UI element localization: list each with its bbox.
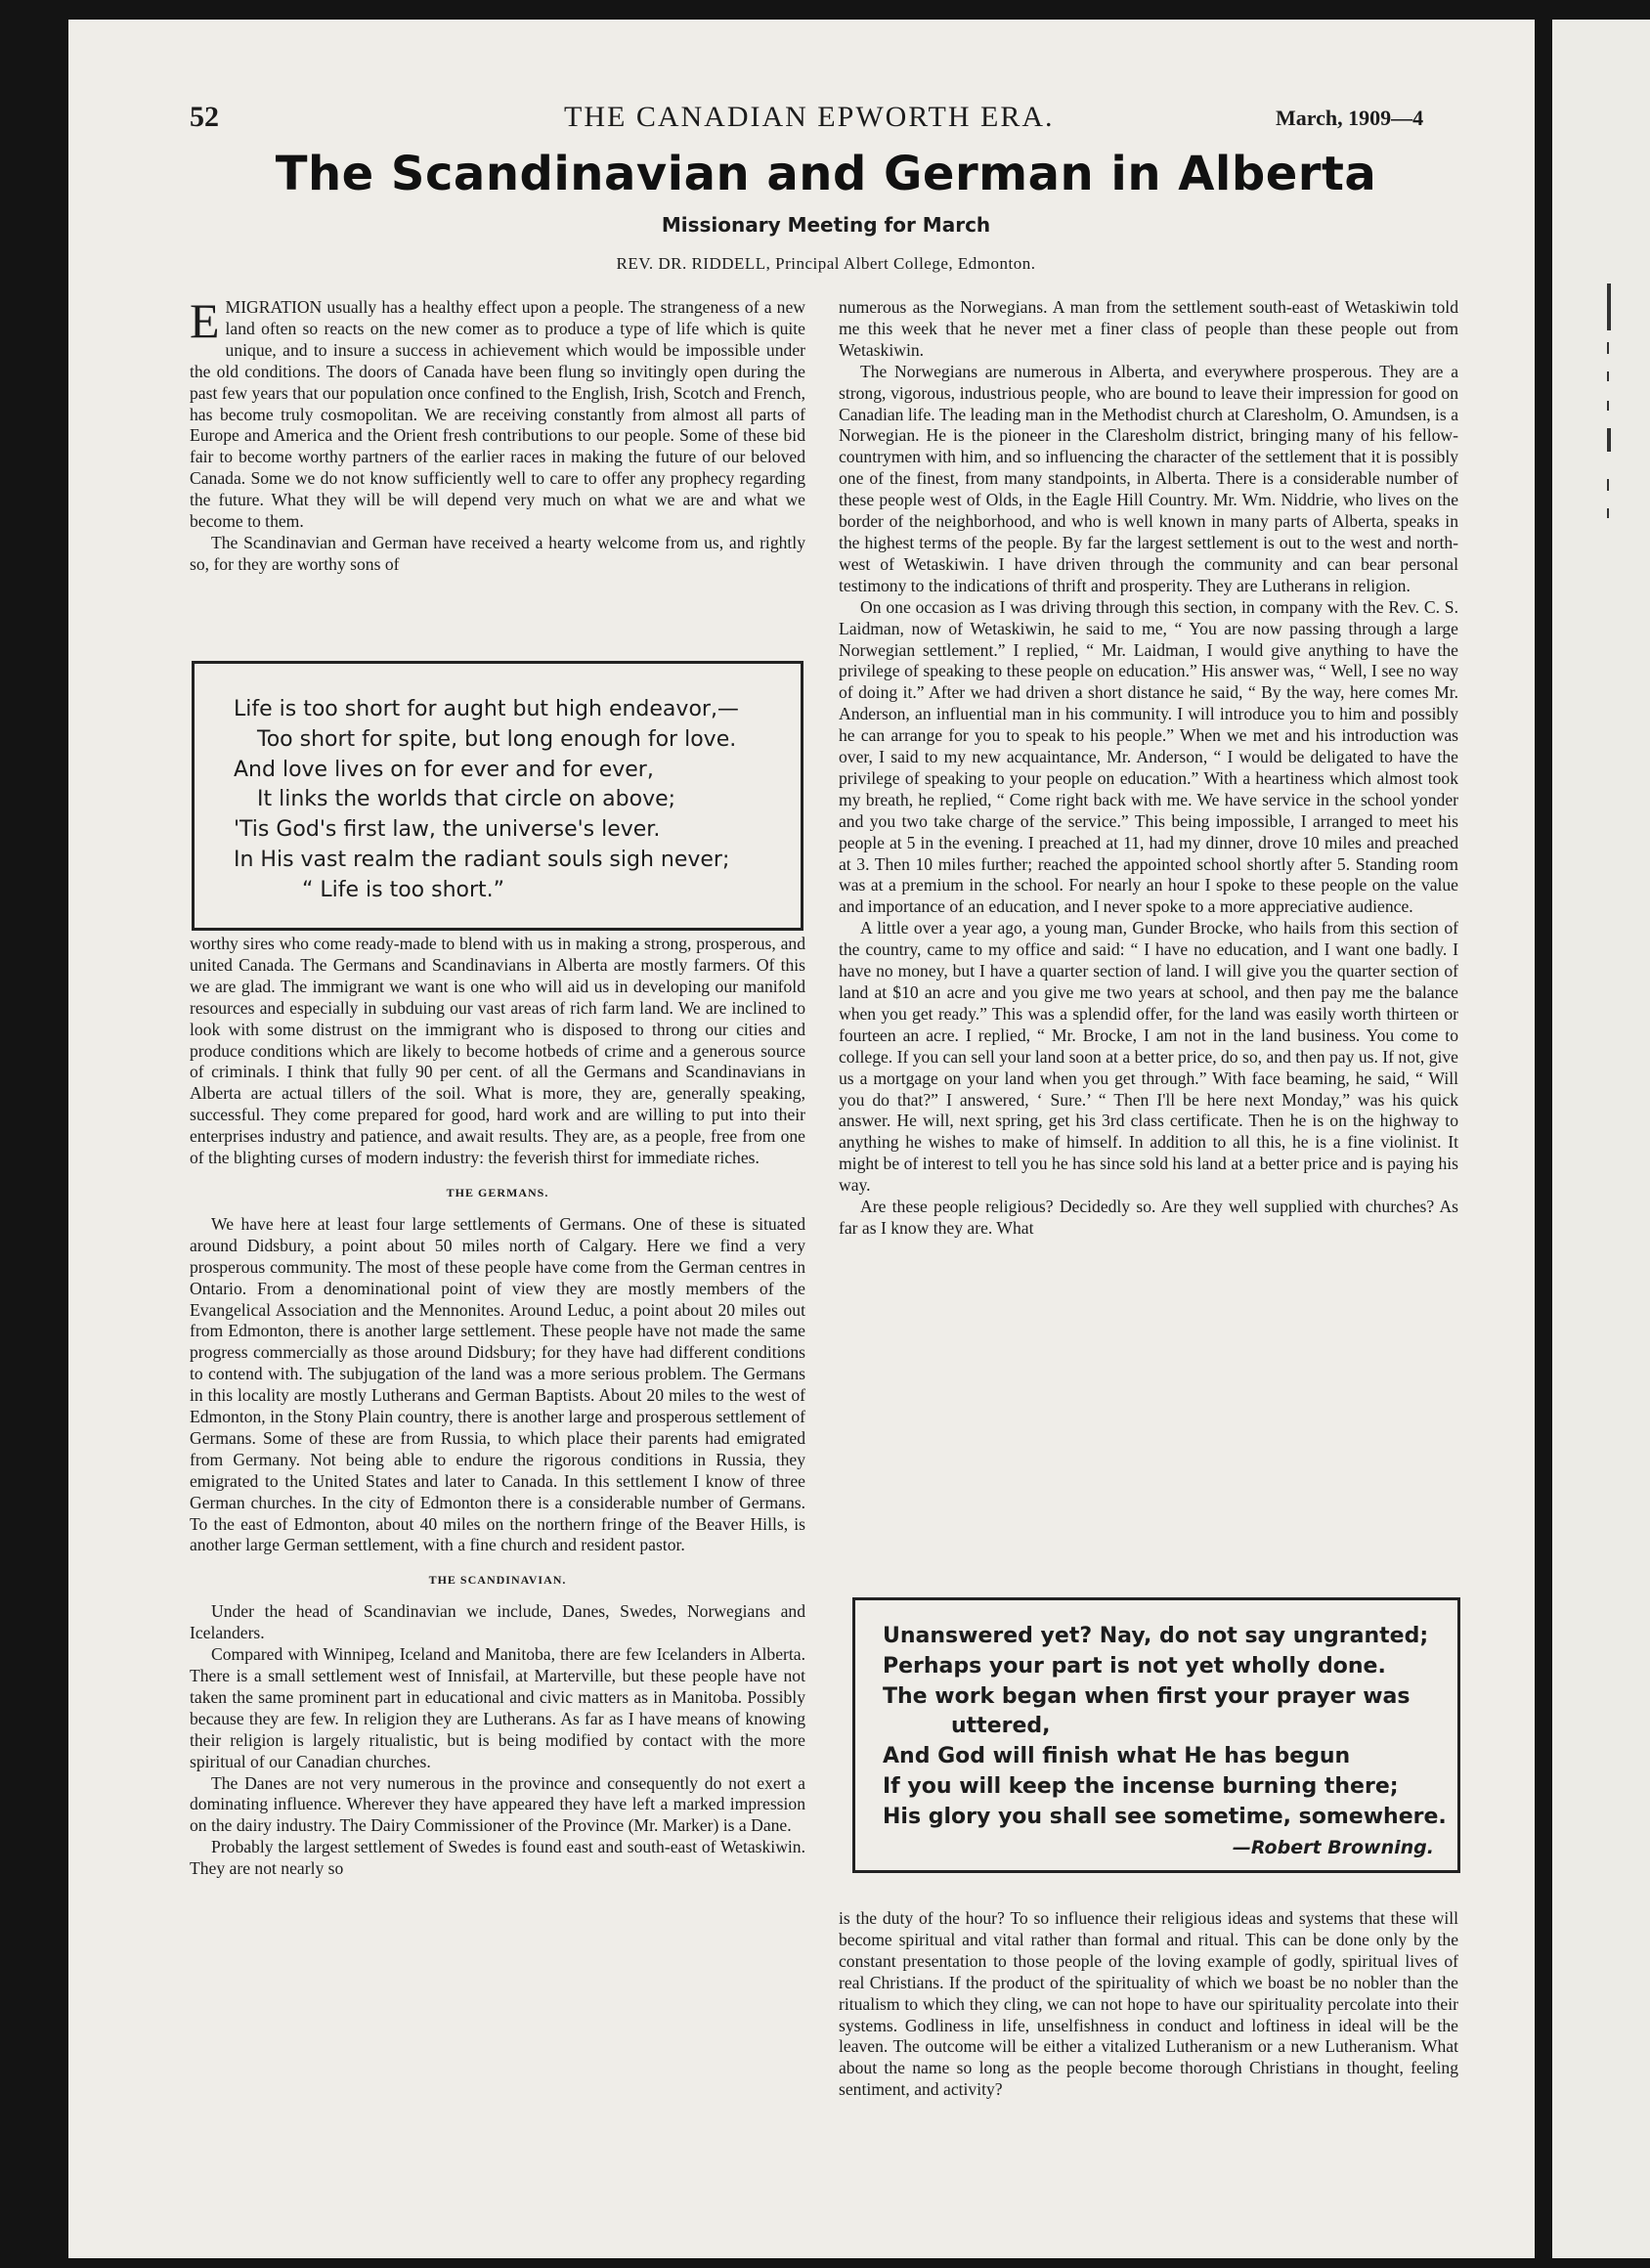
- poem-line: His glory you shall see sometime, somewhere.: [883, 1804, 1447, 1829]
- poem-line: Perhaps your part is not yet wholly done.: [883, 1653, 1386, 1679]
- poem-line: The work began when first your prayer was: [883, 1683, 1411, 1709]
- poem-attribution: —Robert Browning.: [1232, 1836, 1434, 1858]
- adjacent-page-mark: [1607, 479, 1609, 491]
- poem-line: If you will keep the incense burning there;: [883, 1773, 1399, 1799]
- paragraph: is the duty of the hour? To so influence their religious ideas and systems that these will become spiritual and vital rather than formal and ritual. This can be done only by the constant presentation to those people of the loving example of godly, spiritual lives of real Christians. If the product of the spirituality of which we boast be no nobler than the ritualism to which they cling, we can not hope to have our spirituality percolate into their systems. Godliness in life, unselfishness in conduct and loftiness in ideal will be the leaven. The outcome will be either a vitalized Lutheranism or a new Lutheranism. What about the name so long as the people become thorough Christians in thought, feeling sentiment, and activity?: [839, 1908, 1458, 2100]
- column-left-bottom: [190, 934, 805, 1880]
- adjacent-page-edge: [1552, 20, 1650, 2258]
- adjacent-page-mark: [1607, 371, 1609, 381]
- poem-line: 'Tis God's first law, the universe's lever.: [234, 817, 661, 843]
- paragraph: The Danes are not very numerous in the province and consequently do not exert a dominating influence. Wherever they have appeared they have left a marked impression on the dairy industry. The Dairy Commissioner of the Province (Mr. Marker) is a Dane.: [190, 1772, 805, 1836]
- publication-title: THE CANADIAN EPWORTH ERA.: [564, 101, 1055, 133]
- adjacent-page-mark: [1607, 508, 1609, 518]
- paragraph: Compared with Winnipeg, Iceland and Manitoba, there are few Icelanders in Alberta. There is a small settlement west of Innisfail, at Marterville, but these people have not taken the same prominent part in educational and civic matters as in Manitoba. Possibly because they are few. In religion they are Lutherans. As far as I have means of knowing their religion is largely ritualistic, but is being modified by contact with the more spiritual of our Canadian churches.: [190, 1644, 805, 1771]
- poem-line: Unanswered yet? Nay, do not say ungranted;: [883, 1624, 1429, 1648]
- poem-line: “ Life is too short.”: [302, 877, 505, 902]
- poem-line: It links the worlds that circle on above;: [257, 787, 676, 812]
- paragraph: [190, 293, 805, 533]
- adjacent-page-mark: [1607, 401, 1609, 411]
- issue-date: March, 1909—4: [1276, 106, 1424, 130]
- drop-cap: E: [190, 293, 220, 348]
- paragraph: Are these people religious? Decidedly so. Are they well supplied with churches? As far as I know they are. What: [839, 1197, 1458, 1238]
- poem-text: [855, 1600, 1457, 1862]
- adjacent-page-mark: [1607, 428, 1611, 452]
- page-number: 52: [190, 101, 219, 133]
- paragraph: Under the head of Scandinavian we include, Danes, Swedes, Norwegians and Icelanders.: [190, 1601, 805, 1643]
- paragraph: worthy sires who come ready-made to blend with us in making a strong, prosperous, and united Canada. The Germans and Scandinavians in Alberta are mostly farmers. Of this we are glad. The immigrant we want is one who will aid us in developing our manifold resources and especially in subduing our vast areas of rich farm land. We are inclined to look with some distrust on the immigrant who is disposed to throng our cities and produce conditions which are likely to become hotbeds of crime and a generous source of criminals. I think that fully 90 per cent. of all the Germans and Scandinavians in Alberta are actual tillers of the soil. What is more, they are, generally speaking, successful. They come prepared for good, hard work and are willing to put into their enterprises industry and patience, and await results. They are, as a people, free from one of the blighting curses of modern industry: the feverish thirst for immediate riches.: [190, 934, 805, 1168]
- section-heading-scandinavian: THE SCANDINAVIAN.: [428, 1573, 567, 1588]
- column-right-bottom: [839, 1908, 1458, 2101]
- column-right-top: [839, 297, 1458, 1240]
- adjacent-page-mark: [1607, 342, 1609, 354]
- poem-line: Too short for spite, but long enough for love.: [257, 726, 737, 752]
- paragraph: Probably the largest settlement of Swedes is found east and south-east of Wetaskiwin. They are not nearly so: [190, 1837, 805, 1879]
- poem-line: Life is too short for aught but high endeavor,—: [234, 697, 739, 721]
- poem-line: And God will finish what He has begun: [883, 1744, 1351, 1769]
- poem-line: uttered,: [951, 1714, 1051, 1739]
- section-heading-germans: THE GERMANS.: [446, 1185, 549, 1199]
- paragraph-text: MIGRATION usually has a healthy effect upon a people. The strangeness of a new land often so reacts on the new comer as to produce a type of life which is quite unique, and to insure a success in achievement which would be impossible under the old conditions. The doors of Canada have been flung so invitingly open during the past few years that our population once confined to the English, Irish, Scotch and French, has become truly cosmopolitan. We are receiving constantly from almost all parts of Europe and America and the Orient fresh contributions to our people. Some of these bid fair to become worthy partners of the earlier races in making the future of our beloved Canada. Some we do not know sufficiently well to care to offer any prophecy regarding the future. What they will be will depend very much on what we are and what we become to them.: [190, 297, 805, 532]
- paragraph: numerous as the Norwegians. A man from the settlement south-east of Wetaskiwin told me this week that he never met a finer class of people than these people out from Wetaskiwin.: [839, 297, 1458, 360]
- paragraph: The Norwegians are numerous in Alberta, and everywhere prosperous. They are a strong, vigorous, industrious people, who are bound to leave their impression for good on Canadian life. The leading man in the Methodist church at Claresholm, O. Amundsen, is a Norwegian. He is the pioneer in the Claresholm district, bringing many of his fellow-countrymen with him, and so influencing the character of the settlement that it is possibly one of the finest, from many standpoints, in Alberta. There is a considerable number of these people west of Olds, in the Eagle Hill Country. Mr. Wm. Niddrie, who lives on the border of the neighborhood, and who is well known in many parts of Alberta, speaks in the highest terms of the people. By far the largest settlement is out to the west and north-west of Wetaskiwin. I have driven through the community and can bear personal testimony to the indications of thrift and prosperity. They are Lutherans in religion.: [839, 361, 1458, 595]
- paragraph: The Scandinavian and German have received a hearty welcome from us, and rightly so, for they are worthy sons of: [190, 532, 805, 574]
- paragraph: On one occasion as I was driving through this section, in company with the Rev. C. S. Laidman, now of Wetaskiwin, he said to me, “ You are now passing through a large Norwegian settlement.” I replied, “ Mr. Laidman, I would give anything to have the privilege of speaking to these people on education.” His answer was, “ Well, I see no way of doing it.” After we had driven a short distance he said, “ By the way, here comes Mr. Anderson, an influential man in his community. I will introduce you to him and possibly he can arrange for you to speak to his people.” When we met and his introduction was over, I said to my new acquaintance, Mr. Anderson, “ I would be deligated to have the privilege of speaking to your people on education.” With a heartiness which almost took my breath, he replied, “ Come right back with me. We have service in the school yonder and you two take charge of the service.” This being impossible, I arranged to meet his people at 5 in the evening. I preached at 11, had my dinner, drove 10 miles and preached at 3. Then 10 miles further; reached the appointed school shortly after 5. Standing room was at a premium in the school. For nearly an hour I spoke to these people on the value and importance of an education, and I never spoke to a more appreciative audience.: [839, 596, 1458, 917]
- paragraph: A little over a year ago, a young man, Gunder Brocke, who hails from this section of the country, came to my office and said: “ I have no education, and I want one badly. I have no money, but I have a quarter section of land. I will give you the quarter section of land at $10 an acre and you give me two years at school, and then pay me the balance when you get ready.” This was a splendid offer, for the land was easily worth thirteen or fourteen an acre. I replied, “ Mr. Brocke, I am not in the land business. You come to college. If you can sell your land soon at a better price, do so, and then pay us. If not, give us a mortgage on your land when you get through.” With face beaming, he said, “ Will you do that?” I answered, ‘ Sure.’ “ Then I'll be here next Monday,” was his quick answer. He will, next spring, get his 3rd class certificate. Then he is on the highway to anything he wishes to make of himself. In addition to all this, he is a fine violinist. It might be of interest to tell you he has since sold his land at a better price and is paying his way.: [839, 918, 1458, 1196]
- poem-text: [195, 664, 801, 906]
- poem-box-life-is-too-short: [192, 661, 803, 931]
- adjacent-page-mark: [1607, 284, 1611, 330]
- poem-box-unanswered-yet: [852, 1597, 1460, 1873]
- column-left-top: [190, 293, 805, 576]
- poem-line: In His vast realm the radiant souls sigh never;: [234, 847, 730, 872]
- article-byline: REV. DR. RIDDELL, Principal Albert College, Edmonton.: [616, 254, 1036, 273]
- article-title: The Scandinavian and German in Alberta: [275, 147, 1377, 201]
- article-subtitle: Missionary Meeting for March: [661, 213, 991, 237]
- paragraph: We have here at least four large settlements of Germans. One of these is situated around Didsbury, a point about 50 miles north of Calgary. Here we find a very prosperous community. The most of these people have come from the German centres in Ontario. From a denominational point of view they are mostly members of the Evangelical Association and the Mennonites. Around Leduc, a point about 20 miles out from Edmonton, there is another large settlement. These people have not made the same progress commercially as those around Didsbury; for they have had different conditions to contend with. The subjugation of the land was a more serious problem. The Germans in this locality are mostly Lutherans and German Baptists. About 20 miles to the west of Edmonton, in the Stony Plain country, there is another large and prosperous settlement of Germans. Some of these are from Russia, to which place their parents had emigrated from Germany. Not being able to endure the rigorous conditions in Russia, they emigrated to the United States and later to Canada. In this settlement I know of three German churches. In the city of Edmonton there is a considerable number of Germans. To the east of Edmonton, about 40 miles on the northern fringe of the Beaver Hills, is another large German settlement, with a fine church and resident pastor.: [190, 1213, 805, 1555]
- poem-line: And love lives on for ever and for ever,: [234, 757, 654, 782]
